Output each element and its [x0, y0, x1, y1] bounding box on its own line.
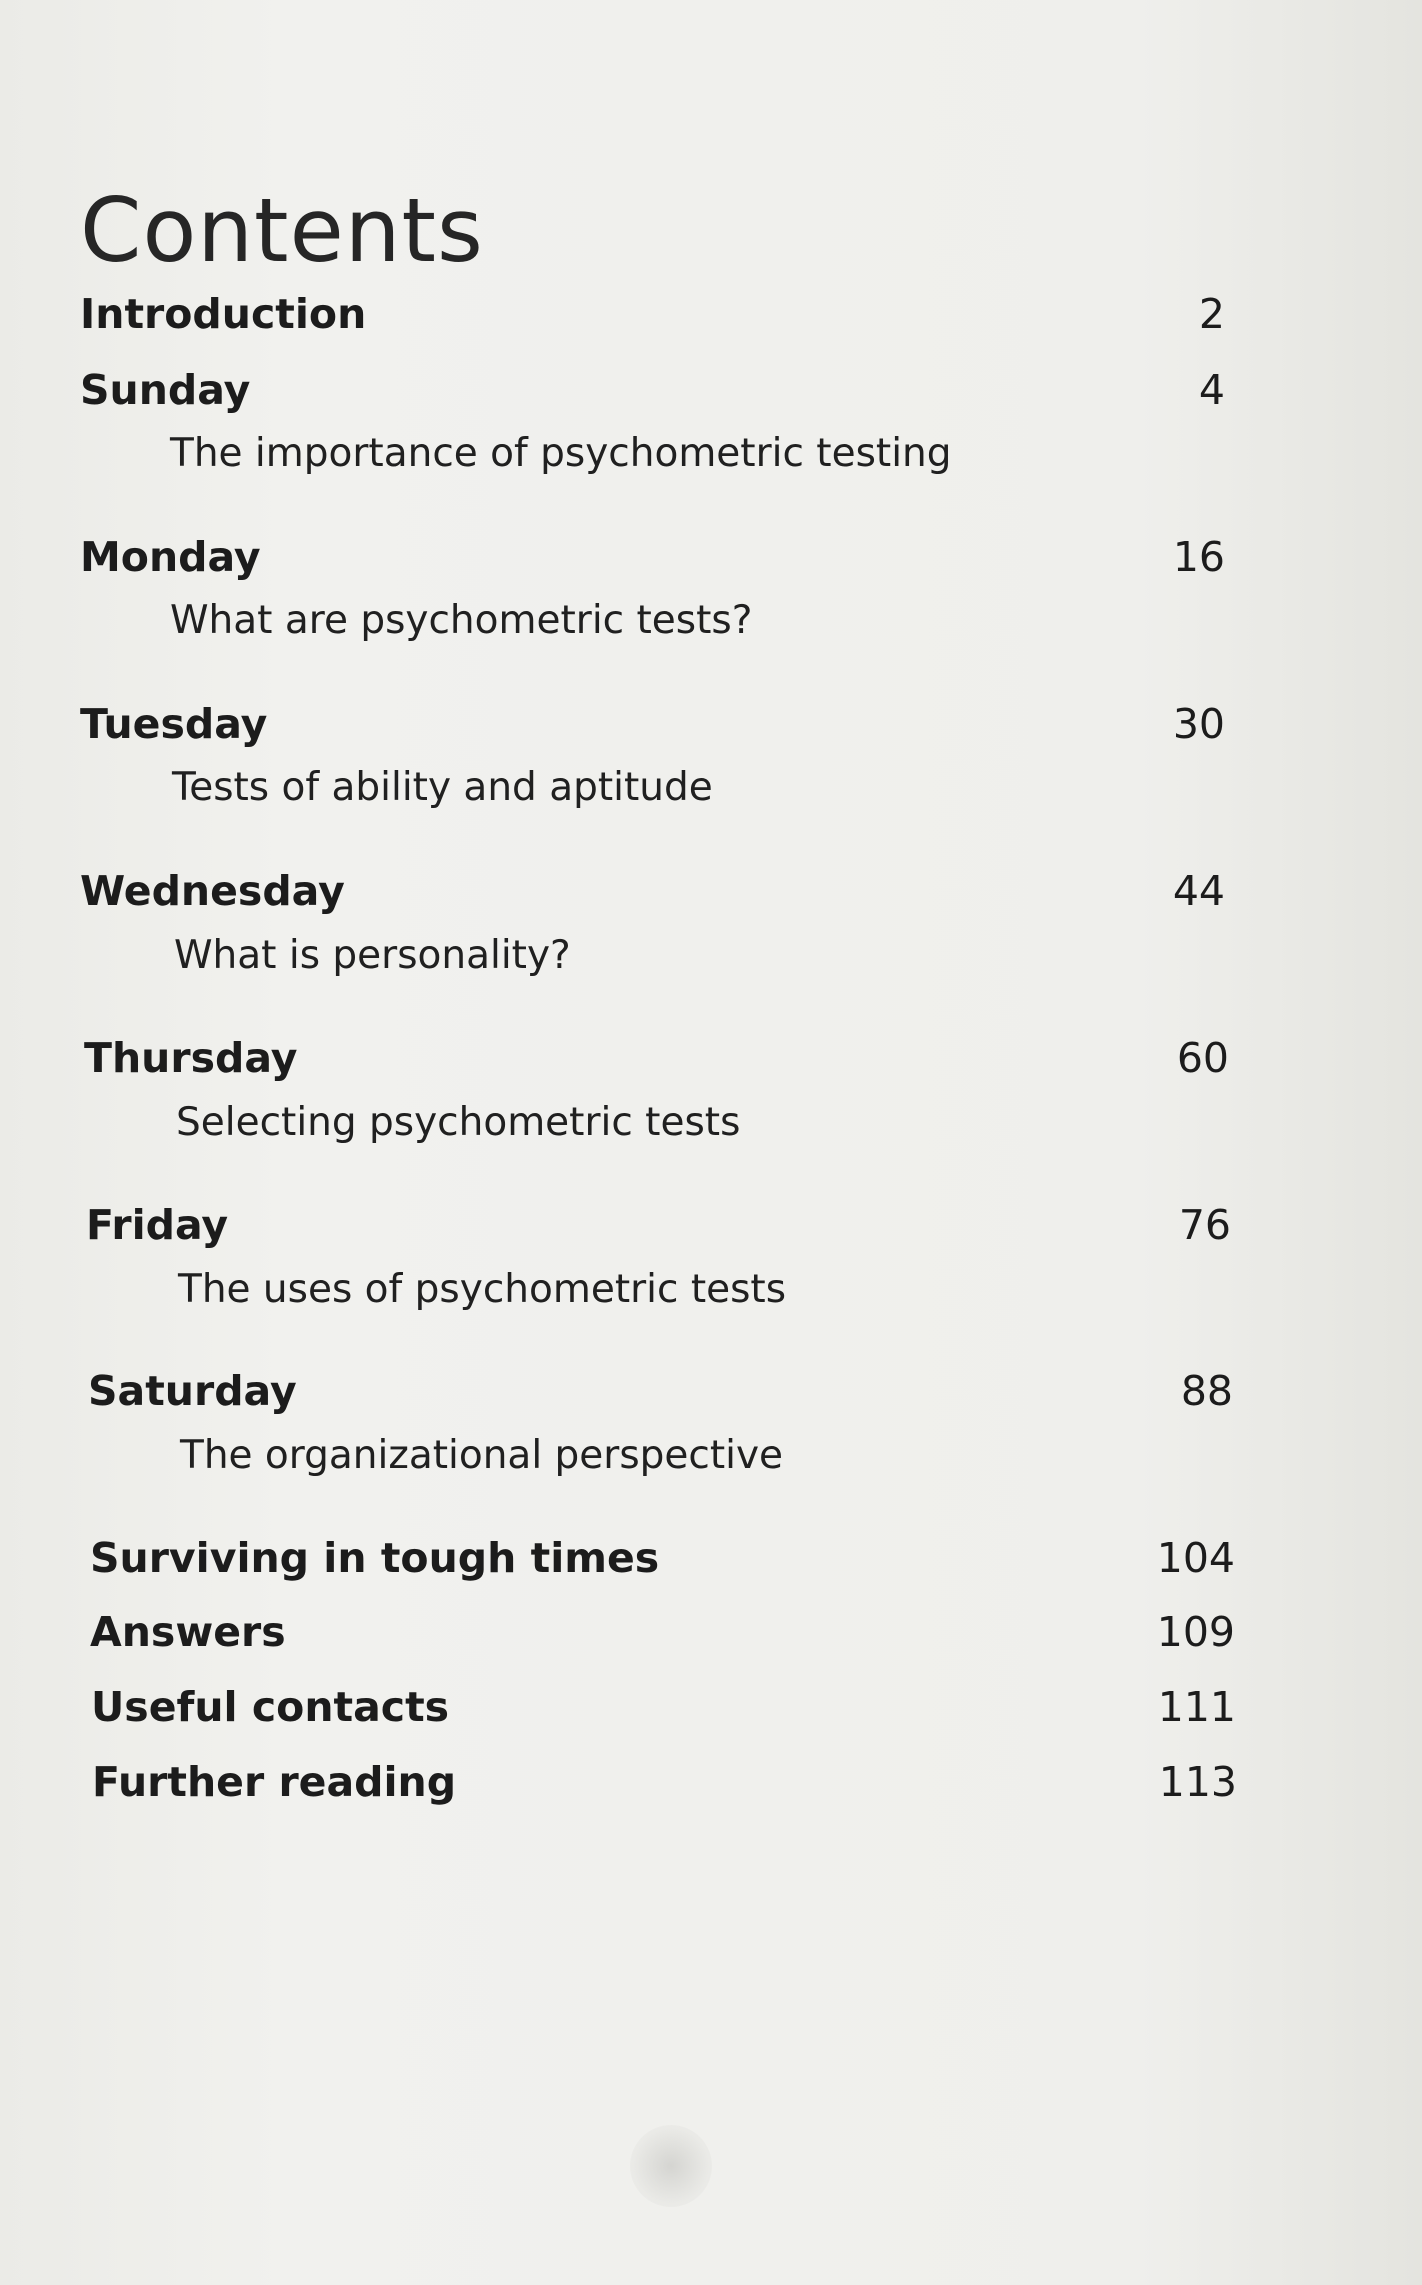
- toc-entry-subtitle: The organizational perspective: [180, 1433, 784, 1478]
- toc-entry-tuesday: [80, 696, 1225, 752]
- toc-entry-page-number: 44: [1172, 867, 1225, 915]
- toc-entry-surviving-in-tough-times: [90, 1530, 1235, 1586]
- toc-entry-title: Introduction: [80, 290, 367, 338]
- toc-entry-friday: [86, 1197, 1231, 1253]
- toc-entry-answers: [90, 1604, 1235, 1660]
- toc-entry-page-number: 30: [1172, 700, 1225, 748]
- toc-entry-title: Answers: [90, 1608, 286, 1656]
- toc-entry-thursday: [84, 1030, 1229, 1086]
- toc-entry-title: Sunday: [80, 366, 251, 414]
- toc-entry-page-number: 104: [1156, 1534, 1235, 1582]
- toc-entry-sunday: [80, 362, 1225, 418]
- toc-entry-page-number: 4: [1198, 366, 1225, 414]
- toc-entry-title: Surviving in tough times: [90, 1534, 660, 1582]
- toc-entry-title: Thursday: [84, 1034, 298, 1082]
- toc-entry-subtitle: The uses of psychometric tests: [178, 1267, 787, 1312]
- toc-entry-page-number: 60: [1176, 1034, 1229, 1082]
- toc-entry-title: Further reading: [92, 1758, 457, 1806]
- toc-entry-useful-contacts: [91, 1679, 1236, 1735]
- toc-entry-page-number: 16: [1172, 533, 1225, 581]
- toc-entry-title: Monday: [80, 533, 261, 581]
- toc-entry-subtitle: Tests of ability and aptitude: [172, 765, 713, 810]
- page-title: Contents: [80, 178, 484, 282]
- toc-entry-page-number: 88: [1180, 1367, 1233, 1415]
- toc-entry-title: Friday: [86, 1201, 229, 1249]
- toc-entry-subtitle: Selecting psychometric tests: [176, 1100, 741, 1145]
- toc-entry-subtitle: What is personality?: [174, 933, 571, 978]
- toc-entry-further-reading: [92, 1754, 1237, 1810]
- toc-entry-monday: [80, 529, 1225, 585]
- toc-entry-title: Wednesday: [80, 867, 345, 915]
- toc-entry-saturday: [88, 1363, 1233, 1419]
- toc-entry-title: Tuesday: [80, 700, 268, 748]
- toc-entry-title: Useful contacts: [91, 1683, 450, 1731]
- toc-entry-subtitle: What are psychometric tests?: [170, 598, 753, 643]
- toc-entry-title: Saturday: [88, 1367, 297, 1415]
- toc-entry-page-number: 2: [1198, 290, 1225, 338]
- toc-entry-page-number: 76: [1178, 1201, 1231, 1249]
- toc-entry-wednesday: [80, 863, 1225, 919]
- paper-smudge: [630, 2125, 712, 2207]
- toc-entry-page-number: 111: [1157, 1683, 1236, 1731]
- toc-entry-page-number: 109: [1156, 1608, 1235, 1656]
- toc-entry-subtitle: The importance of psychometric testing: [170, 431, 952, 476]
- toc-entry-page-number: 113: [1158, 1758, 1237, 1806]
- toc-entry-introduction: [80, 286, 1225, 342]
